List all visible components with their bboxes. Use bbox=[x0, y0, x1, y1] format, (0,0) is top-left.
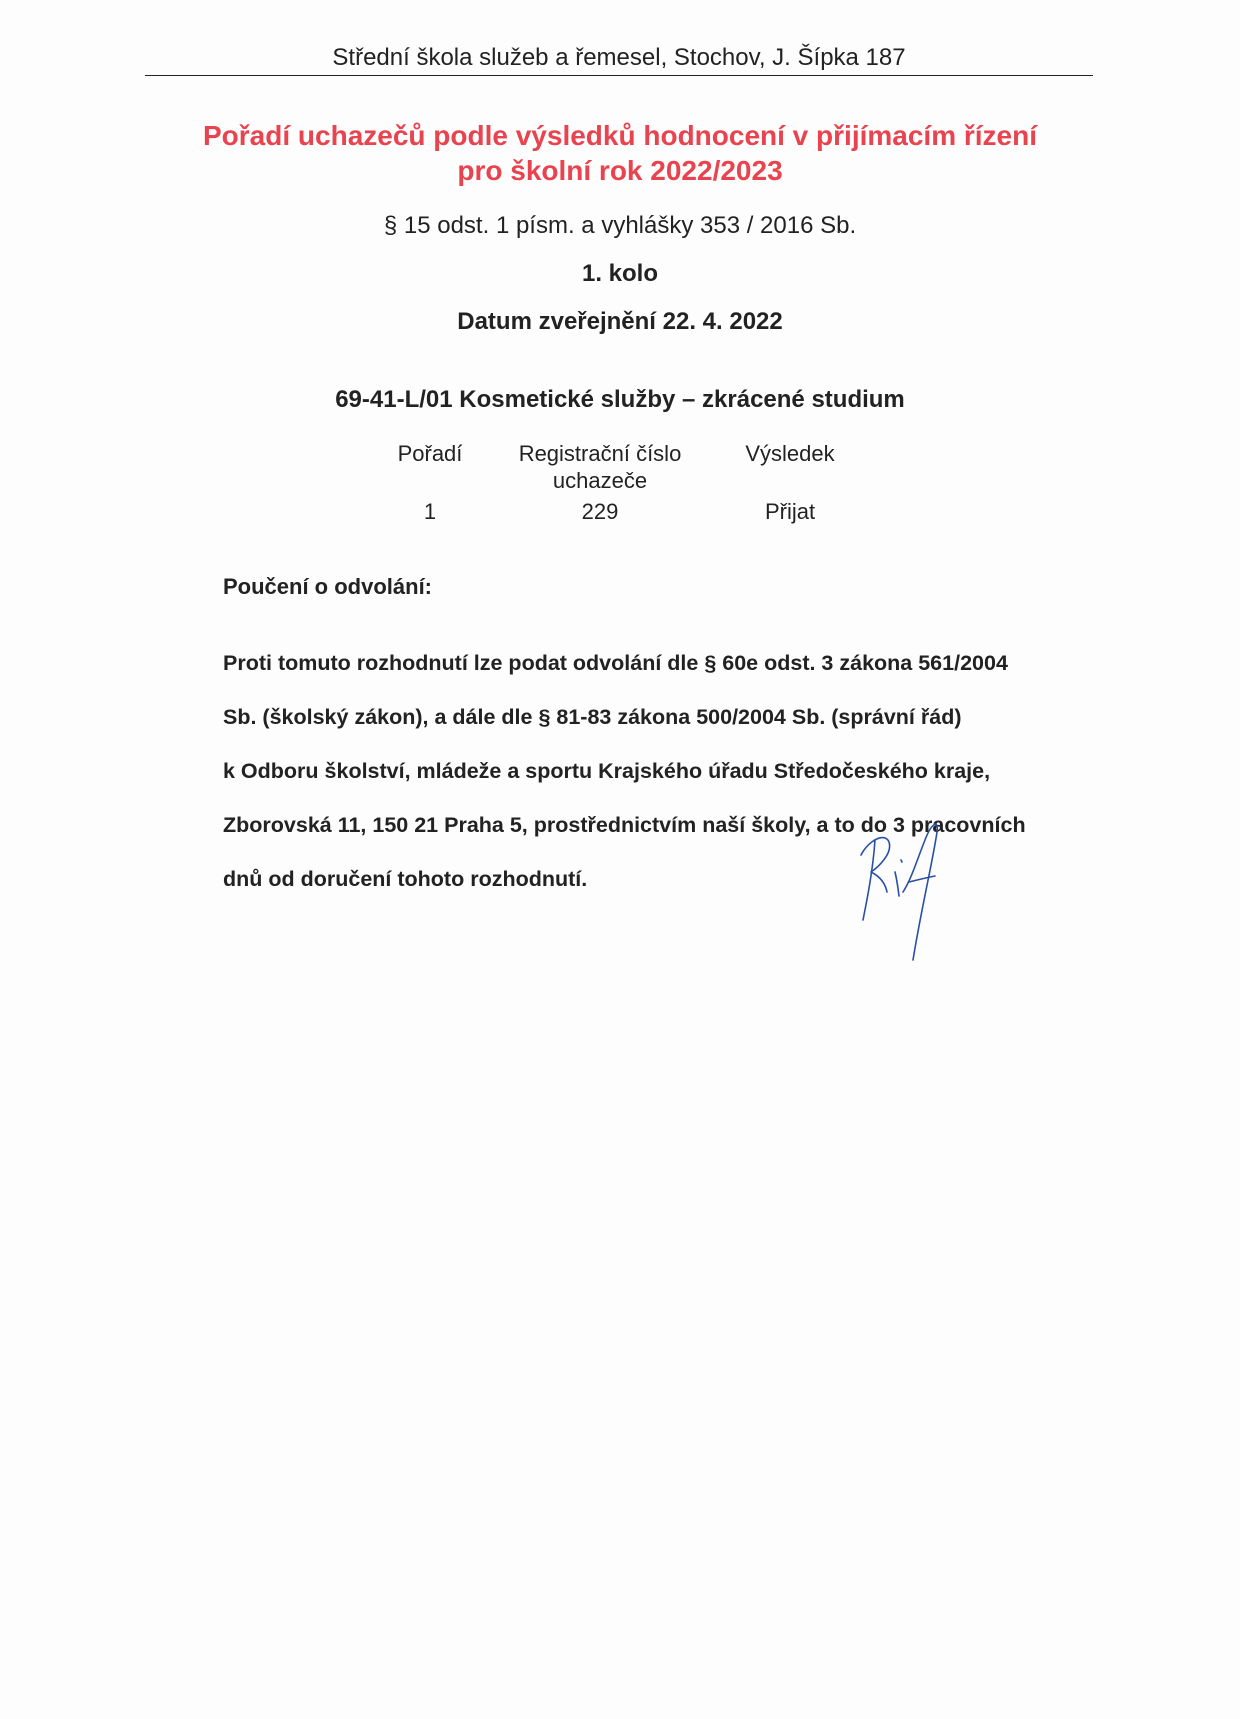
table-row bbox=[360, 498, 880, 525]
appeal-line: dnů od doručení tohoto rozhodnutí. bbox=[223, 867, 588, 891]
legal-reference: § 15 odst. 1 písm. a vyhlášky 353 / 2016 Sb. bbox=[383, 212, 857, 239]
appeal-line: Zborovská 11, 150 21 Praha 5, prostřednictvím naší školy, a to do 3 pracovních bbox=[223, 813, 1026, 837]
appeal-line: Sb. (školský zákon), a dále dle § 81-83 zákona 500/2004 Sb. (správní řád) bbox=[223, 705, 962, 729]
header-rank: Pořadí bbox=[397, 441, 463, 466]
handwritten-signature bbox=[855, 810, 965, 970]
document-title bbox=[120, 118, 1120, 188]
publication-date: Datum zveřejnění 22. 4. 2022 bbox=[457, 308, 783, 335]
title-line-1: Pořadí uchazečů podle výsledků hodnocení v přijímacím řízení bbox=[203, 120, 1037, 151]
appeal-text bbox=[223, 623, 1103, 920]
school-header: Střední škola služeb a řemesel, Stochov, J. Šípka 187 bbox=[332, 44, 906, 71]
study-program: 69-41-L/01 Kosmetické služby – zkrácené studium bbox=[335, 386, 905, 413]
results-table bbox=[360, 440, 880, 525]
header-registration bbox=[500, 440, 700, 494]
appeal-heading: Poučení o odvolání: bbox=[223, 574, 433, 599]
admission-round: 1. kolo bbox=[581, 260, 659, 287]
header-registration-line-2: uchazeče bbox=[552, 468, 648, 493]
row-rank: 1 bbox=[423, 499, 437, 524]
header-result: Výsledek bbox=[745, 441, 835, 466]
appeal-line: Proti tomuto rozhodnutí lze podat odvolání dle § 60e odst. 3 zákona 561/2004 bbox=[223, 651, 1008, 675]
title-line-2: pro školní rok 2022/2023 bbox=[457, 155, 783, 186]
header-divider bbox=[145, 75, 1093, 76]
header-registration-line-1: Registrační číslo bbox=[518, 441, 682, 466]
results-header-row bbox=[360, 440, 880, 494]
row-result: Přijat bbox=[764, 499, 816, 524]
row-registration: 229 bbox=[581, 499, 619, 524]
appeal-line: k Odboru školství, mládeže a sportu Krajského úřadu Středočeského kraje, bbox=[223, 759, 991, 783]
